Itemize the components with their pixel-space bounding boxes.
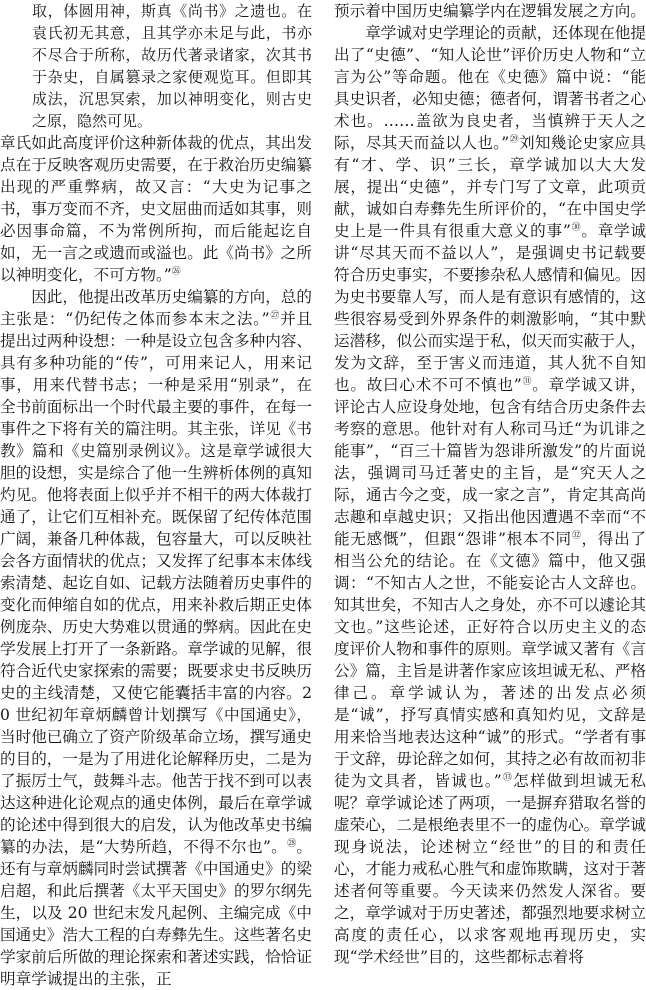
paragraph-text: 章学诚对史学理论的贡献，还体现在他提出了“史德”、“知人论世”评价历史人物和“立言为公”等命题。他在《史德》篇中说：“能具史识者，必知史德；德者何，谓著书者之心术也。……盖欲为良史者，当慎辨于天人之际，尽其天而益以人也。” bbox=[334, 24, 646, 152]
paragraph-text: 。章学诚讲“尽其天而不益以人”，是强调史书记载要符合历史事实，不要掺杂私人感情和偏见。因为史书要靠人写，而人是有意识有感情的，这些很容易受到外界条件的刺激影响，“其中默运潜移，似公而实逞于私，似天而实蔽于人，发为文辞，至于害义而违道，其人犹不自知也。故曰心术不可不慎也” bbox=[334, 222, 646, 394]
right-column bbox=[334, 0, 646, 968]
paragraph-text: 章氏如此高度评价这种新体裁的优点，其出发点在于反映客观历史需要，在于救治历史编纂出现的严重弊病，故又言：“大史为记事之书，事万变而不齐，史文屈曲而适如其事，则必因事命篇，不为常例所拘，而后能起讫自如，无一言之或遗而或溢也。此《尚书》之所以神明变化，不可方物。” bbox=[0, 134, 312, 284]
paragraph-continuation: 预示着中国历史编纂学内在逻辑发展之方向。 bbox=[334, 2, 646, 20]
footnote-marker: ㉙ bbox=[509, 134, 519, 145]
footnote-marker: ㉛ bbox=[521, 376, 533, 387]
footnote-marker: ㉚ bbox=[570, 222, 582, 233]
paragraph-text: 。还有与章炳麟同时尝试撰著《中国通史》的梁启超，和此后撰著《太平天国史》的罗尔纲先生，以及 20 世纪末发凡起例、主编完成《中国通史》浩大工程的白寿彝先生。这些著名史学家前后所做的理论探索和著述实践，恰恰证明章学诚提出的主张，正 bbox=[0, 838, 312, 988]
paragraph-text: 并且提出过两种设想：一种是设立包含多种内容、具有多种功能的“传”，可用来记人，用来记事，用来代替书志；一种是采用“别录”，在全书前面标出一个时代最主要的事件，在每一事件之下将有关的篇注明。其主张，详见《书教》篇和《史篇别录例议》。这是章学诚很大胆的设想，实是综合了他一生辨析体例的真知灼见。他将表面上似乎并不相干的两大体裁打通了，让它们互相补充。既保留了纪传体范围广阔，兼备几种体裁，包容量大，可以反映社会各方面情状的优点；又发挥了纪事本末体线索清楚、起讫自如、记载方法随着历史事件的变化而伸缩自如的优点，用来补救后期正史体例庞杂、历史大势难以贯通的弊病。因此在史学发展上打开了一条新路。章学诚的见解，很符合近代史家探索的需要；既要求史书反映历史的主线清楚，又使它能囊括丰富的内容。20 世纪初年章炳麟曾计划撰写《中国通史》，当时他已确立了资产阶级革命立场，撰写通史的目的，一是为了用进化论解释历史，二是为了振厉士气，鼓舞斗志。他苦于找不到可以表达这种进化论观点的通史体例，最后在章学诚的论述中得到很大的启发，认为他改革史书编纂的办法，是“大势所趋，不得不尔也”。 bbox=[0, 310, 312, 856]
paragraph-text: ，得出了相当公允的结论。在《文德》篇中，他又强调：“不知古人之世，不能妄论古人文辞也。知其世矣，不知古人之身处，亦不可以遽论其文也。”这些论述，正好符合以历史主义的态度评价人物和事件的原则。章学诚又著有《言公》篇，主旨是讲著作家应该坦诚无私、严格律己。章学诚认为，著述的出发点必须是“诚”，抒写真情实感和真知灼见，文辞是用来恰当地表达这种“诚”的形式。“学者有事于文辞，毋论辞之如何，其持之必有故而初非徒为文具者，皆诚也。” bbox=[334, 530, 646, 790]
paragraph-text: 。章学诚又讲，评论古人应设身处地，包含有结合历史条件去考察的意思。他针对有人称司马迁“为讥诽之能事”，“百三十篇皆为怨诽所激发”的片面说法，强调司马迁著史的主旨，是“究天人之际，通古今之变，成一家之言”，肯定其高尚志趣和卓越史识；又指出他因遭遇不幸而“不能无感慨”，但跟“怨诽”根本不同 bbox=[334, 376, 646, 548]
footnote-marker: ㉗ bbox=[269, 310, 281, 321]
paragraph-historiography-theory bbox=[334, 22, 646, 968]
paragraph-text: 刘知幾论史家应具有“才、学、识”三长，章学诚加以大大发展，提出“史德”，并专门写了文章，此项贡献，诚如白寿彝先生所评价的，“在中国史学史上是一件具有很重大意义的事” bbox=[334, 134, 646, 240]
left-column bbox=[0, 0, 312, 990]
footnote-marker: ㉖ bbox=[171, 266, 181, 277]
footnote-marker: ㉘ bbox=[287, 838, 297, 849]
footnote-marker: ㉝ bbox=[501, 772, 514, 783]
paragraph-style-evaluation bbox=[0, 132, 312, 286]
paragraph-text: 因此，他提出改革历史编纂的方向，总的主张是：“仍纪传之体而参本末之法。” bbox=[0, 288, 312, 328]
block-quote: 取，体圆用神，斯真《尚书》之遗也。在袁氏初无其意，且其学亦未足与此，书亦不尽合于所称，故历代著录诸家，次其书于杂史，自属篡录之家便观览耳。但即其成法，沉思冥索，加以神明变化，则古史之原，隐然可见。 bbox=[32, 2, 312, 130]
footnote-marker: ㉜ bbox=[571, 530, 582, 541]
paragraph-reform-proposal bbox=[0, 286, 312, 990]
paragraph-text: 怎样做到坦诚无私呢？章学诚论述了两项，一是摒弃猎取名誉的虚荣心，二是根绝表里不一的虚伪心。章学诚现身说法，论述树立“经世”的目的和责任心，才能力戒私心胜气和虚饰欺瞒，这对于著述者何等重要。今天读来仍然发人深省。要之，章学诚对于历史著述，都强烈地要求树立高度的责任心，以求客观地再现历史，实现“学术经世”目的，这些都标志着将 bbox=[334, 772, 646, 966]
